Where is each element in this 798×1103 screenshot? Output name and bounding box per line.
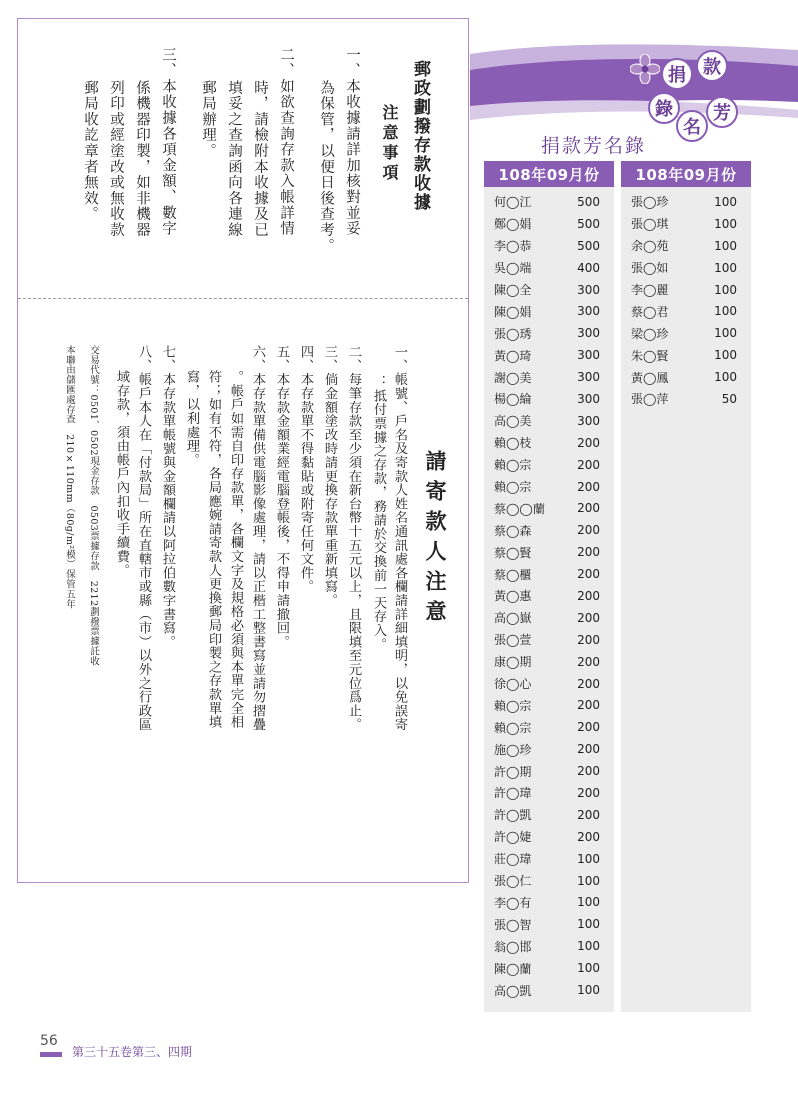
depositor-note-line: 一、帳號、戶名及寄款人姓名通訊處各欄請詳細填明，以免誤寄	[392, 345, 407, 732]
donor-name: 施◯珍	[494, 742, 532, 757]
donor-column-right	[621, 161, 751, 1012]
donation-amount: 100	[577, 939, 600, 954]
donor-row	[484, 388, 614, 410]
donor-row	[484, 519, 614, 541]
donation-amount: 300	[577, 282, 600, 297]
donor-row	[484, 454, 614, 476]
donor-name: 張◯珍	[631, 195, 669, 210]
donation-amount: 100	[714, 348, 737, 363]
badge-char: 捐	[668, 65, 686, 86]
donation-amount: 100	[577, 917, 600, 932]
donation-amount: 100	[577, 961, 600, 976]
donation-amount: 300	[577, 348, 600, 363]
donor-row	[484, 760, 614, 782]
donation-amount: 200	[577, 479, 600, 494]
donor-name: 吳◯端	[494, 261, 532, 276]
donor-name: 朱◯賢	[631, 348, 669, 363]
donor-row	[484, 563, 614, 585]
slip-note-line: 一、本收據請詳加核對並妥	[344, 47, 360, 237]
slip-note-line: 郵局辦理。	[200, 80, 216, 159]
donor-row	[484, 935, 614, 957]
donor-row	[621, 257, 751, 279]
donor-name: 蔡◯君	[631, 304, 669, 319]
donor-row	[621, 322, 751, 344]
donation-amount: 200	[577, 654, 600, 669]
donor-row	[484, 804, 614, 826]
donation-amount: 200	[577, 610, 600, 625]
page-number-bar	[40, 1052, 62, 1057]
donor-name: 許◯瑋	[494, 786, 532, 801]
tear-line	[18, 298, 468, 299]
donor-row	[621, 279, 751, 301]
donor-row	[484, 848, 614, 870]
depositor-note-line: 七、本存款單帳號與金額欄請以阿拉伯數字書寫。	[160, 345, 175, 649]
donor-name: 陳◯全	[494, 283, 532, 297]
donor-row	[621, 366, 751, 388]
month-header: 108年09月份	[621, 161, 751, 187]
donation-amount: 300	[577, 326, 600, 341]
badge-circle	[706, 96, 738, 128]
badge-circle	[676, 110, 708, 142]
donation-amount: 100	[714, 370, 737, 385]
donor-name: 許◯期	[494, 764, 532, 779]
donor-name: 張◯萍	[631, 392, 669, 407]
donation-amount: 300	[577, 391, 600, 406]
donation-amount: 200	[577, 829, 600, 844]
donor-name: 黃◯琦	[494, 348, 532, 363]
donor-name: 陳◯蘭	[494, 961, 532, 976]
slip-note-line: 為保管，以便日後查考。	[318, 80, 334, 254]
donor-row	[484, 716, 614, 738]
badge-char: 款	[703, 57, 721, 78]
depositor-note-line: 寫，以利處理。	[184, 370, 199, 467]
donation-amount: 100	[714, 282, 737, 297]
donor-row	[484, 585, 614, 607]
donor-name: 張◯琪	[631, 217, 669, 232]
donation-amount: 200	[577, 457, 600, 472]
donation-amount: 200	[577, 632, 600, 647]
donor-rows	[484, 191, 614, 1001]
donor-row	[484, 957, 614, 979]
donor-name: 黃◯惠	[494, 589, 532, 604]
slip-note-line: 二、如欲查詢存款入帳詳情	[278, 47, 294, 237]
donor-name: 楊◯綸	[494, 392, 532, 407]
donor-name: 徐◯心	[494, 677, 532, 692]
donation-amount: 100	[714, 326, 737, 341]
depositor-note-line: 三、倘金額塗改時請更換存款單重新填寫。	[322, 345, 337, 608]
donation-amount: 300	[577, 413, 600, 428]
donation-amount: 100	[577, 873, 600, 888]
badge-circle	[661, 58, 693, 90]
donor-row	[484, 629, 614, 651]
page-number: 56	[40, 1033, 58, 1049]
donor-name: 張◯仁	[494, 874, 532, 889]
donor-row	[484, 366, 614, 388]
donor-row	[621, 388, 751, 410]
donor-row	[484, 497, 614, 519]
donor-row	[484, 694, 614, 716]
depositor-note-line: 。帳戶如需自印存款單，各欄文字及規格必須與本單完全相	[228, 370, 243, 729]
donor-row	[484, 279, 614, 301]
donor-name: 賴◯宗	[494, 720, 532, 735]
issue-label: 第三十五卷第三、四期	[72, 1045, 193, 1059]
donor-row	[484, 257, 614, 279]
donor-row	[484, 913, 614, 935]
depositor-note-line: 六、本存款單備供電腦影像處理，請以正楷工整書寫並請勿摺疊	[250, 345, 265, 732]
donation-amount: 200	[577, 807, 600, 822]
donor-rows	[621, 191, 751, 410]
donor-name: 賴◯宗	[494, 458, 532, 473]
donor-list-title: 捐款芳名錄	[541, 135, 647, 157]
donor-name: 許◯婕	[494, 830, 532, 845]
donation-amount: 200	[577, 764, 600, 779]
donor-row	[484, 979, 614, 1001]
donor-name: 陳◯娟	[494, 304, 532, 319]
donor-name: 梁◯珍	[631, 326, 669, 341]
donation-amount: 200	[577, 501, 600, 516]
donor-name: 蔡◯櫃	[494, 567, 532, 582]
donor-row	[484, 673, 614, 695]
donation-amount: 100	[577, 895, 600, 910]
donor-name: 謝◯美	[494, 370, 532, 385]
badge-char: 芳	[713, 103, 731, 124]
donor-name: 蔡◯森	[494, 523, 532, 538]
donor-row	[621, 235, 751, 257]
donor-name: 高◯嶽	[494, 611, 532, 626]
donation-amount: 50	[721, 391, 737, 406]
donor-name: 高◯美	[494, 414, 532, 429]
donor-name: 李◯有	[494, 895, 532, 910]
donor-row	[484, 892, 614, 914]
donation-amount: 200	[577, 588, 600, 603]
donor-name: 賴◯宗	[494, 698, 532, 713]
donor-row	[484, 344, 614, 366]
donor-name: 鄭◯娟	[494, 217, 532, 232]
badge-char: 錄	[655, 99, 673, 120]
donor-row	[484, 432, 614, 454]
donor-name: 張◯萱	[494, 633, 532, 648]
donation-amount: 300	[577, 304, 600, 319]
donation-amount: 200	[577, 523, 600, 538]
slip-note-line: 時，請檢附本收據及已	[252, 80, 268, 238]
donor-name: 張◯如	[631, 261, 669, 276]
donor-name: 康◯期	[494, 655, 532, 670]
donor-row	[484, 191, 614, 213]
donor-row	[621, 300, 751, 322]
depositor-note-line: 四、本存款單不得黏貼或附寄任何文件。	[298, 345, 313, 594]
donor-name: 蔡◯◯蘭	[494, 501, 545, 516]
donation-amount: 200	[577, 567, 600, 582]
donation-amount: 500	[577, 238, 600, 253]
badge-circle	[696, 50, 728, 82]
donor-row	[484, 410, 614, 432]
donor-name: 李◯恭	[494, 239, 532, 254]
donor-name: 張◯智	[494, 917, 532, 932]
slip-note-line: 郵局收訖章者無效。	[82, 80, 98, 223]
donor-row	[484, 476, 614, 498]
depositor-note-line: 五、本存款金額業經電腦登帳後，不得申請撤回。	[274, 345, 289, 649]
donor-name: 張◯琇	[494, 326, 532, 341]
transaction-code-note: 交易代號：0501、0502現金存款 0503票據存款 2212劃撥票據託收	[88, 345, 99, 666]
slip-title: 郵政劃撥存款收據	[410, 60, 430, 212]
donation-amount: 200	[577, 435, 600, 450]
slip-note-line: 填妥之查詢函向各連線	[226, 80, 242, 238]
donation-amount: 200	[577, 676, 600, 691]
donor-row	[484, 300, 614, 322]
print-spec-note: 本聯由儲匯處存查 210×110mm（80g/m²模）保管五年	[64, 345, 75, 609]
donor-row	[484, 235, 614, 257]
donor-row	[484, 541, 614, 563]
donor-row	[484, 651, 614, 673]
slip-subtitle: 注意事項	[380, 104, 399, 184]
slip-note-line: 三、本收據各項金額、數字	[160, 47, 176, 237]
depositor-note-line: 八、帳戶本人在「付款局」所在直轄市或縣（市）以外之行政區	[136, 345, 151, 732]
donor-row	[484, 213, 614, 235]
donor-name: 何◯江	[494, 195, 532, 210]
depositor-note-line: 二、每筆存款至少須在新台幣十五元以上，且限填至元位爲止。	[346, 345, 361, 732]
donor-name: 賴◯宗	[494, 480, 532, 495]
depositor-note-line: ：抵付票據之存款，務請於交換前一天存入。	[371, 375, 386, 651]
flower-icon	[630, 54, 660, 84]
donation-amount: 200	[577, 545, 600, 560]
donor-name: 莊◯瑋	[494, 852, 532, 867]
donation-amount: 300	[577, 370, 600, 385]
depositor-note-line: 域存款，須由帳戶內扣收手續費。	[114, 370, 129, 577]
donor-row	[484, 826, 614, 848]
badge-char: 名	[683, 117, 701, 138]
donation-amount: 100	[714, 194, 737, 209]
donor-name: 許◯凱	[494, 808, 532, 823]
donor-name: 黃◯鳳	[631, 370, 669, 385]
slip-note-line: 列印或經塗改或無收款	[108, 80, 124, 238]
donor-row	[484, 870, 614, 892]
donor-name: 高◯凱	[494, 983, 532, 998]
donor-name: 賴◯枝	[494, 436, 532, 451]
donation-amount: 200	[577, 720, 600, 735]
donation-amount: 100	[577, 851, 600, 866]
donation-amount: 100	[714, 216, 737, 231]
slip-note-line: 係機器印製，如非機器	[134, 80, 150, 238]
donor-row	[484, 322, 614, 344]
donation-amount: 200	[577, 742, 600, 757]
donation-amount: 500	[577, 216, 600, 231]
donation-amount: 500	[577, 194, 600, 209]
donation-amount: 100	[714, 238, 737, 253]
donor-row	[484, 782, 614, 804]
donor-name: 翁◯邯	[494, 939, 532, 954]
donation-amount: 100	[714, 304, 737, 319]
donor-name: 李◯麗	[631, 283, 669, 297]
donor-row	[621, 213, 751, 235]
depositor-notice-title: 請寄款人注意	[423, 450, 448, 630]
donation-amount: 400	[577, 260, 600, 275]
donor-row	[484, 607, 614, 629]
depositor-note-line: 符；如有不符，各局應婉請寄款人更換郵局印製之存款單填	[206, 370, 221, 729]
donation-amount: 200	[577, 785, 600, 800]
donation-amount: 100	[577, 983, 600, 997]
donation-amount: 200	[577, 698, 600, 713]
month-header: 108年09月份	[484, 161, 614, 187]
donation-amount: 100	[714, 260, 737, 275]
donor-row	[484, 738, 614, 760]
donor-row	[621, 344, 751, 366]
donor-name: 余◯苑	[631, 239, 669, 254]
badge-circle	[648, 92, 680, 124]
donor-name: 蔡◯賢	[494, 545, 532, 560]
donor-row	[621, 191, 751, 213]
donor-column-left	[484, 161, 614, 1012]
